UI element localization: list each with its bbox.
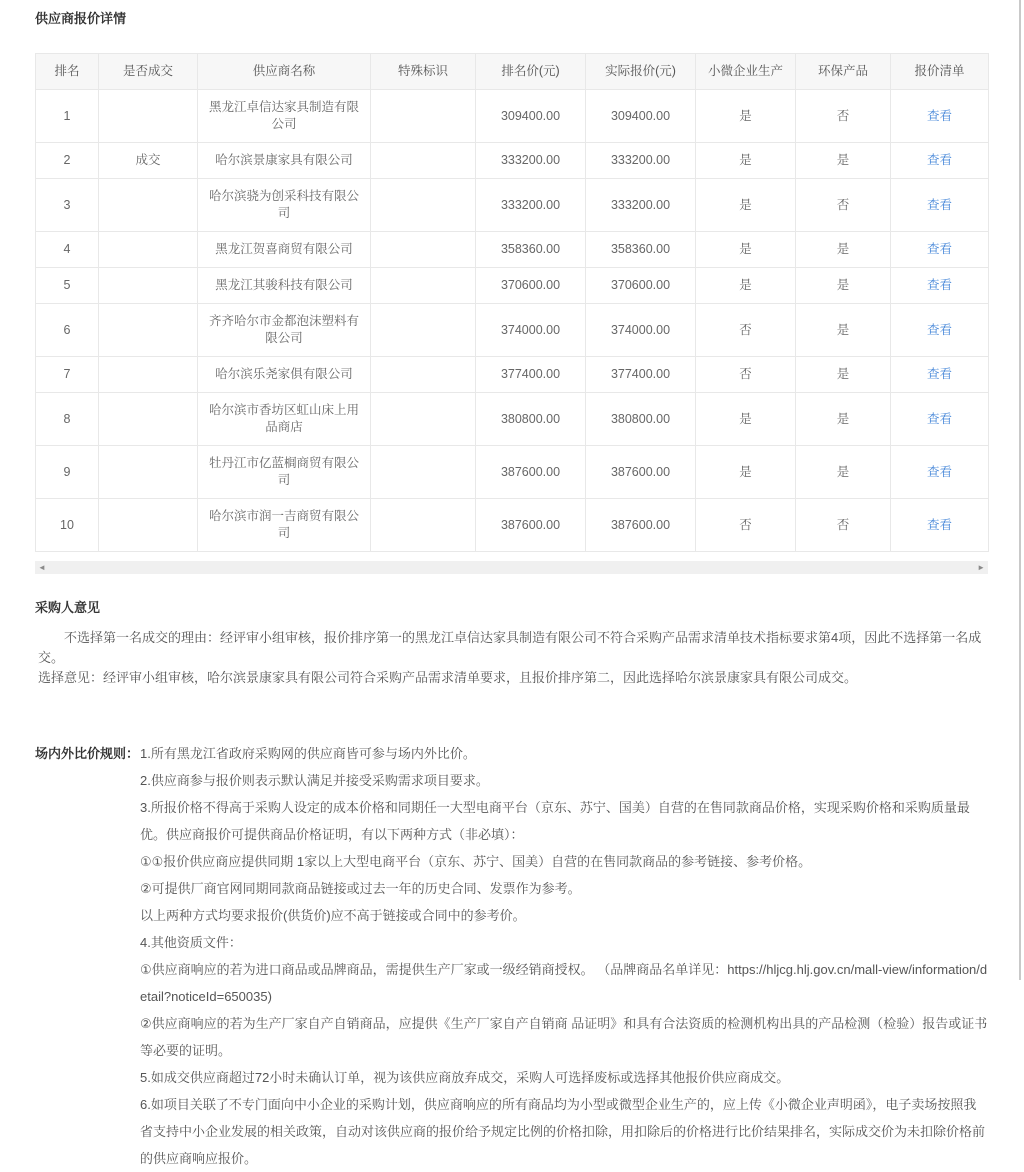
purchaser-opinion-title: 采购人意见 (35, 600, 101, 615)
deal-status-cell (99, 232, 198, 268)
rank-price-cell: 380800.00 (476, 393, 586, 446)
special-mark-cell (371, 446, 476, 499)
small-micro-cell: 是 (696, 143, 796, 179)
view-quote-link[interactable]: 查看 (926, 278, 952, 292)
actual-price-cell: 309400.00 (586, 90, 696, 143)
table-row (36, 90, 989, 143)
green-product-cell: 是 (796, 304, 891, 357)
actual-price-cell: 387600.00 (586, 446, 696, 499)
deal-status-cell (99, 179, 198, 232)
actual-price-cell: 380800.00 (586, 393, 696, 446)
small-micro-cell: 是 (696, 268, 796, 304)
deal-status-cell (99, 90, 198, 143)
table-row (36, 179, 989, 232)
view-quote-link[interactable]: 查看 (926, 153, 952, 167)
actual-price-cell: 333200.00 (586, 179, 696, 232)
rule-item: 4.其他资质文件： (140, 935, 242, 950)
special-mark-cell (371, 357, 476, 393)
special-mark-cell (371, 232, 476, 268)
small-micro-cell: 否 (696, 499, 796, 552)
rank-price-cell: 377400.00 (476, 357, 586, 393)
column-header: 是否成交 (99, 54, 198, 90)
rule-item: 2.供应商参与报价则表示默认满足并接受采购需求项目要求。 (140, 773, 489, 788)
view-quote-link[interactable]: 查看 (926, 242, 952, 256)
special-mark-cell (371, 143, 476, 179)
rank-cell: 9 (36, 446, 99, 499)
green-product-cell: 是 (796, 232, 891, 268)
rank-price-cell: 370600.00 (476, 268, 586, 304)
column-header: 供应商名称 (198, 54, 371, 90)
green-product-cell: 否 (796, 499, 891, 552)
scroll-right-icon[interactable]: ► (977, 563, 985, 572)
table-header-row (36, 54, 989, 90)
scroll-left-icon[interactable]: ◄ (38, 563, 46, 572)
rank-cell: 6 (36, 304, 99, 357)
supplier-name-cell: 哈尔滨骁为创采科技有限公司 (198, 179, 371, 232)
quote-list-cell (891, 446, 989, 499)
supplier-name-cell: 牡丹江市亿蓝榈商贸有限公司 (198, 446, 371, 499)
rank-cell: 8 (36, 393, 99, 446)
supplier-quote-table-wrap (35, 53, 988, 574)
deal-status-cell (99, 357, 198, 393)
special-mark-cell (371, 499, 476, 552)
column-header: 特殊标识 (371, 54, 476, 90)
green-product-cell: 是 (796, 446, 891, 499)
green-product-cell: 是 (796, 143, 891, 179)
small-micro-cell: 是 (696, 90, 796, 143)
view-quote-link[interactable]: 查看 (926, 517, 952, 532)
small-micro-cell: 是 (696, 446, 796, 499)
small-micro-cell: 是 (696, 179, 796, 232)
opinion-selection-line: 选择意见：经评审小组审核，哈尔滨景康家具有限公司符合采购产品需求清单要求，且报价排序第二，因此选择哈尔滨景康家具有限公司成交。 (38, 670, 858, 685)
rank-price-cell: 387600.00 (476, 446, 586, 499)
rule-item: ①供应商响应的若为进口商品或品牌商品，需提供生产厂家或一级经销商授权。 （品牌商品名单详见：https://hljcg.hlj.gov.cn/mall-view/information/detail?noticeId=650035) (140, 962, 988, 1004)
quote-list-cell (891, 357, 989, 393)
rank-price-cell: 309400.00 (476, 90, 586, 143)
green-product-cell: 否 (796, 90, 891, 143)
supplier-name-cell: 黑龙江贺喜商贸有限公司 (198, 232, 371, 268)
quote-list-cell (891, 304, 989, 357)
deal-status-cell (99, 268, 198, 304)
green-product-cell: 是 (796, 268, 891, 304)
table-row (36, 304, 989, 357)
rule-item: 5.如成交供应商超过72小时未确认订单，视为该供应商放弃成交，采购人可选择废标或选择其他报价供应商成交。 (140, 1070, 790, 1085)
green-product-cell: 是 (796, 357, 891, 393)
purchaser-opinion-body (35, 628, 988, 688)
quote-list-cell (891, 143, 989, 179)
rank-cell: 4 (36, 232, 99, 268)
actual-price-cell: 358360.00 (586, 232, 696, 268)
quote-list-cell (891, 232, 989, 268)
column-header: 小微企业生产 (696, 54, 796, 90)
rank-price-cell: 333200.00 (476, 143, 586, 179)
quote-list-cell (891, 268, 989, 304)
column-header: 环保产品 (796, 54, 891, 90)
table-row (36, 393, 989, 446)
rule-item: ②可提供厂商官网同期同款商品链接或过去一年的历史合同、发票作为参考。 (140, 881, 581, 896)
rank-cell: 1 (36, 90, 99, 143)
table-row (36, 499, 989, 552)
purchaser-opinion-section (35, 597, 988, 688)
actual-price-cell: 333200.00 (586, 143, 696, 179)
deal-status-cell (99, 393, 198, 446)
rules-list (140, 740, 988, 1172)
supplier-name-cell: 哈尔滨景康家具有限公司 (198, 143, 371, 179)
table-row (36, 143, 989, 179)
rank-cell: 2 (36, 143, 99, 179)
quote-list-cell (891, 179, 989, 232)
small-micro-cell: 否 (696, 357, 796, 393)
deal-status-cell (99, 446, 198, 499)
special-mark-cell (371, 179, 476, 232)
rules-label: 场内外比价规则： (35, 746, 140, 761)
actual-price-cell: 377400.00 (586, 357, 696, 393)
table-horizontal-scrollbar[interactable] (35, 561, 988, 574)
table-row (36, 232, 989, 268)
quote-list-cell (891, 393, 989, 446)
column-header: 实际报价(元) (586, 54, 696, 90)
column-header: 排名 (36, 54, 99, 90)
price-comparison-rules-section (35, 740, 988, 1172)
rule-item: ①①报价供应商应提供同期 1家以上大型电商平台（京东、苏宁、国美）自营的在售同款商品的参考链接、参考价格。 (140, 854, 812, 869)
page-vertical-scrollbar[interactable] (1019, 0, 1021, 980)
small-micro-cell: 否 (696, 304, 796, 357)
deal-status-cell (99, 499, 198, 552)
special-mark-cell (371, 90, 476, 143)
supplier-name-cell: 黑龙江其骏科技有限公司 (198, 268, 371, 304)
special-mark-cell (371, 304, 476, 357)
table-row (36, 357, 989, 393)
rank-price-cell: 374000.00 (476, 304, 586, 357)
rank-cell: 7 (36, 357, 99, 393)
rank-cell: 5 (36, 268, 99, 304)
view-quote-link[interactable]: 查看 (926, 197, 952, 212)
supplier-name-cell: 黑龙江卓信达家具制造有限公司 (198, 90, 371, 143)
quote-list-cell (891, 499, 989, 552)
view-quote-link[interactable]: 查看 (926, 411, 952, 426)
supplier-name-cell: 哈尔滨市润一吉商贸有限公司 (198, 499, 371, 552)
supplier-name-cell: 哈尔滨乐尧家俱有限公司 (198, 357, 371, 393)
actual-price-cell: 374000.00 (586, 304, 696, 357)
small-micro-cell: 是 (696, 232, 796, 268)
small-micro-cell: 是 (696, 393, 796, 446)
special-mark-cell (371, 268, 476, 304)
table-row (36, 446, 989, 499)
rank-cell: 3 (36, 179, 99, 232)
rank-cell: 10 (36, 499, 99, 552)
quote-list-cell (891, 90, 989, 143)
view-quote-link[interactable]: 查看 (926, 322, 952, 337)
green-product-cell: 是 (796, 393, 891, 446)
rule-item: 6.如项目关联了不专门面向中小企业的采购计划，供应商响应的所有商品均为小型或微型企业生产的，应上传《小微企业声明函》，电子卖场按照我省支持中小企业发展的相关政策，自动对该供应商的报价给予规定比例的价格扣除，用扣除后的价格进行比价结果排名，实际成交价为未扣除价格前的供应商响应报价。 (140, 1097, 986, 1166)
actual-price-cell: 387600.00 (586, 499, 696, 552)
actual-price-cell: 370600.00 (586, 268, 696, 304)
rank-price-cell: 387600.00 (476, 499, 586, 552)
supplier-quote-table (35, 53, 989, 552)
rule-item: 以上两种方式均要求报价(供货价)应不高于链接或合同中的参考价。 (140, 908, 526, 923)
view-quote-link[interactable]: 查看 (926, 108, 952, 123)
rank-price-cell: 358360.00 (476, 232, 586, 268)
table-row (36, 268, 989, 304)
supplier-table-body (36, 90, 989, 552)
green-product-cell: 否 (796, 179, 891, 232)
supplier-name-cell: 哈尔滨市香坊区虹山床上用品商店 (198, 393, 371, 446)
column-header: 排名价(元) (476, 54, 586, 90)
rule-item: 3.所报价格不得高于采购人设定的成本价格和同期任一大型电商平台（京东、苏宁、国美）自营的在售同款商品价格，实现采购价格和采购质量最优。供应商报价可提供商品价格证明，有以下两种方式（非必填）： (140, 800, 970, 842)
deal-status-cell: 成交 (99, 143, 198, 179)
supplier-name-cell: 齐齐哈尔市金都泡沫塑料有限公司 (198, 304, 371, 357)
column-header: 报价清单 (891, 54, 989, 90)
view-quote-link[interactable]: 查看 (926, 464, 952, 479)
view-quote-link[interactable]: 查看 (926, 367, 952, 381)
deal-status-cell (99, 304, 198, 357)
rule-item: ②供应商响应的若为生产厂家自产自销商品，应提供《生产厂家自产自销商 品证明》和具有合法资质的检测机构出具的产品检测（检验）报告或证书等必要的证明。 (140, 1016, 988, 1058)
rank-price-cell: 333200.00 (476, 179, 586, 232)
special-mark-cell (371, 393, 476, 446)
rule-item: 1.所有黑龙江省政府采购网的供应商皆可参与场内外比价。 (140, 746, 476, 761)
opinion-reason-line: 不选择第一名成交的理由：经评审小组审核，报价排序第一的黑龙江卓信达家具制造有限公司不符合采购产品需求清单技术指标要求第4项，因此不选择第一名成交。 (38, 630, 982, 665)
page-title: 供应商报价详情 (35, 11, 127, 26)
